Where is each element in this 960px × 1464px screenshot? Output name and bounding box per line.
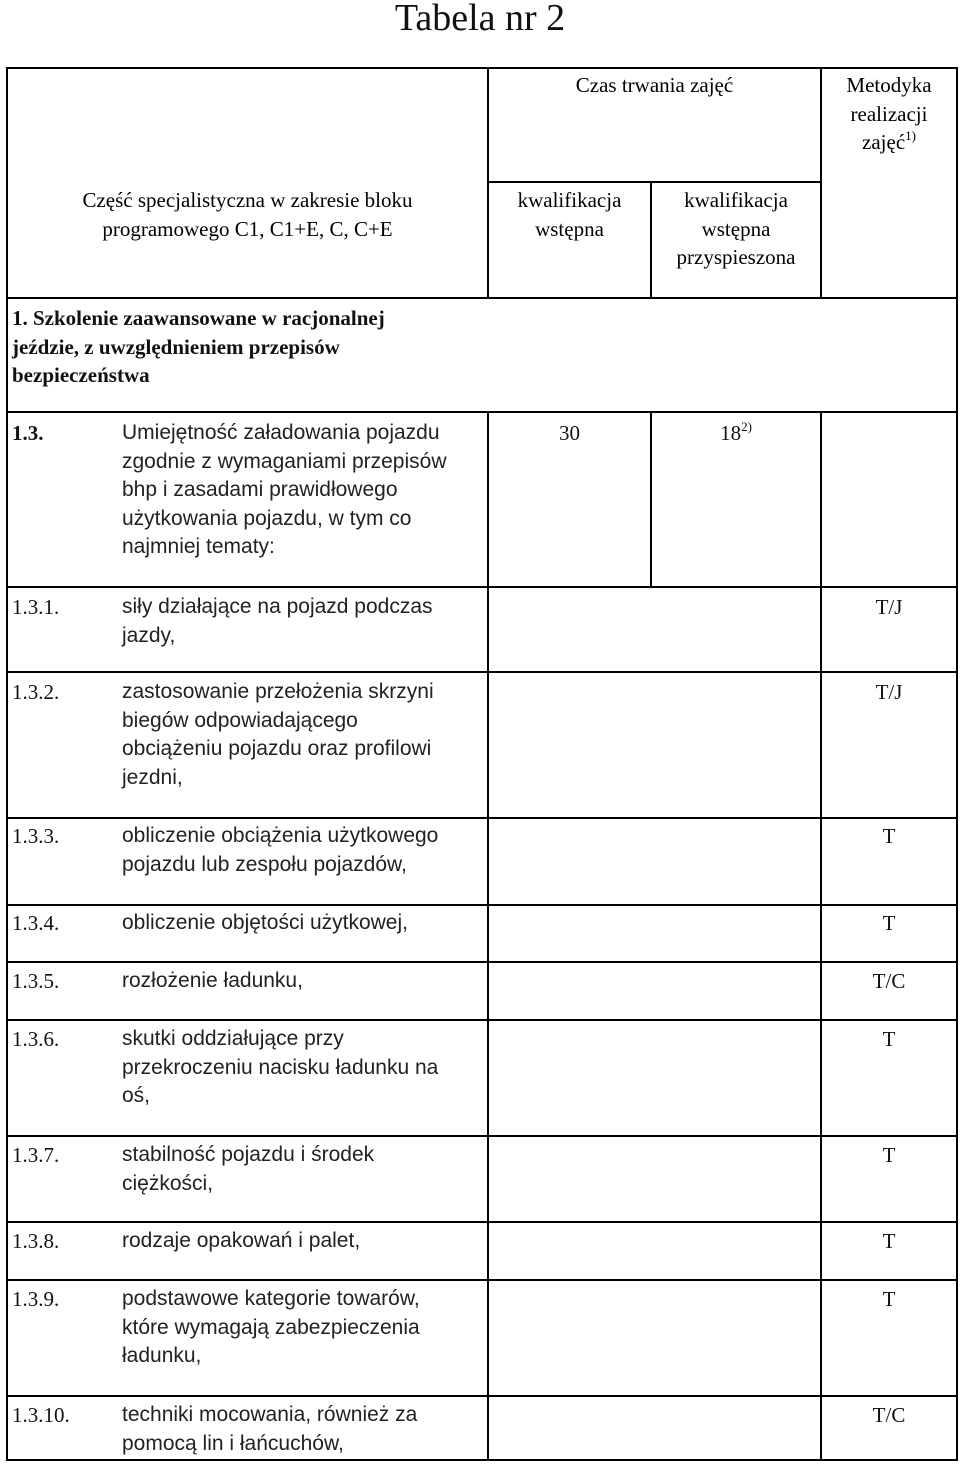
section-bottom-rule: [6, 411, 958, 413]
row-text: [122, 593, 484, 650]
row-rule: [6, 1019, 958, 1021]
topic-bottom-rule: [6, 586, 958, 588]
qualification-accelerated-header: [652, 186, 820, 272]
footnote-marker: 1): [905, 128, 916, 144]
row-text: [122, 1285, 484, 1371]
row-method: T: [882, 1287, 896, 1311]
section-title-line: 1. Szkolenie zaawansowane w racjonalnej: [12, 306, 385, 330]
header-bottom-rule: [6, 297, 958, 299]
table-border-bottom: [6, 1459, 958, 1461]
duration-header: [489, 71, 820, 100]
row-text: [122, 967, 484, 996]
part-header-line: programowego C1, C1+E, C, C+E: [102, 216, 393, 241]
method-header-line: Metodyka: [846, 73, 932, 97]
topic-text-line: zgodnie z wymaganiami przepisów: [122, 449, 447, 473]
row-rule: [6, 1221, 958, 1223]
table-border-top: [6, 67, 958, 69]
row-text: [122, 909, 484, 938]
row-number: 1.3.6.: [12, 1027, 60, 1051]
part-header-line: Część specjalistyczna w zakresie bloku: [82, 188, 413, 212]
row-text-line: przekroczeniu nacisku ładunku na: [122, 1055, 439, 1079]
section-title: [12, 304, 482, 390]
row-text-line: podstawowe kategorie towarów,: [122, 1287, 420, 1310]
section-title-line: jeździe, z uwzględnieniem przepisów: [12, 334, 340, 359]
topic-text-line: bhp i zasadami prawidłowego: [122, 478, 398, 502]
table-border-right: [956, 67, 958, 1461]
row-number: 1.3.9.: [12, 1287, 60, 1311]
row-rule: [6, 1395, 958, 1397]
row-text-line: techniki mocowania, również za: [122, 1403, 418, 1426]
row-method: T/J: [875, 680, 903, 704]
column-rule-hours: [487, 411, 489, 1461]
row-text-line: rodzaje opakowań i palet,: [122, 1229, 361, 1252]
row-text-line: jazdy,: [122, 623, 176, 647]
topic-text-line: użytkowania pojazdu, w tym co: [122, 506, 412, 530]
row-text-line: które wymagają zabezpieczenia: [122, 1315, 420, 1339]
topic-text-line: najmniej tematy:: [122, 535, 275, 559]
row-number: 1.3.7.: [12, 1143, 60, 1167]
row-method: T: [882, 1027, 896, 1051]
row-text-line: obciążeniu pojazdu oraz profilowi: [122, 737, 432, 761]
footnote-marker: 2): [741, 419, 752, 434]
row-text-line: siły działające na pojazd podczas: [122, 595, 433, 618]
row-text-line: pojazdu lub zespołu pojazdów,: [122, 852, 407, 876]
topic-text-line: Umiejętność załadowania pojazdu: [122, 421, 440, 444]
row-method: T/J: [875, 595, 903, 619]
row-number: 1.3.2.: [12, 680, 60, 704]
topic-number: 1.3.: [12, 421, 44, 445]
qualification-initial-line: wstępna: [535, 216, 604, 241]
row-text-line: zastosowanie przełożenia skrzyni: [122, 680, 434, 703]
method-header-line: realizacji: [850, 101, 928, 126]
part-header: [8, 186, 487, 243]
row-number: 1.3.8.: [12, 1229, 60, 1253]
row-text-line: ciężkości,: [122, 1171, 214, 1195]
row-text-line: obliczenie obciążenia użytkowego: [122, 824, 439, 847]
hours-accelerated: [652, 419, 820, 448]
row-text: [122, 678, 484, 792]
row-text-line: jezdni,: [122, 765, 183, 789]
page-title: Tabela nr 2: [394, 0, 566, 39]
header-divider: [488, 181, 821, 183]
row-text-line: ładunku,: [122, 1344, 202, 1368]
row-text: [122, 822, 484, 879]
row-method: T/C: [872, 969, 906, 993]
row-text: [122, 1401, 484, 1458]
row-rule: [6, 1279, 958, 1281]
row-rule: [6, 671, 958, 673]
duration-header-label: Czas trwania zajęć: [575, 73, 734, 97]
hours-accelerated-value: 18: [720, 421, 742, 445]
table-border-left: [6, 67, 8, 1461]
qualification-accelerated-line: wstępna: [701, 216, 771, 241]
qualification-accelerated-line: kwalifikacja: [684, 188, 788, 212]
row-method: T: [882, 911, 896, 935]
column-rule-hours: [487, 67, 489, 299]
row-text-line: oś,: [122, 1084, 151, 1108]
row-number: 1.3.4.: [12, 911, 60, 935]
row-text: [122, 1141, 484, 1198]
row-method: T: [882, 824, 896, 848]
row-rule: [6, 961, 958, 963]
row-number: 1.3.3.: [12, 824, 60, 848]
method-header: [822, 71, 956, 157]
row-method: T/C: [872, 1403, 906, 1427]
qualification-accelerated-line: przyspieszona: [676, 245, 796, 270]
row-text-line: biegów odpowiadającego: [122, 708, 358, 732]
row-number: 1.3.1.: [12, 595, 60, 619]
row-text: [122, 1025, 484, 1111]
qualification-initial-header: [489, 186, 650, 243]
row-text-line: skutki oddziałujące przy: [122, 1027, 344, 1050]
row-text: [122, 1227, 484, 1256]
row-method: T: [882, 1143, 896, 1167]
row-text-line: obliczenie objętości użytkowej,: [122, 911, 408, 934]
method-header-line: zajęć$^{1)}$: [862, 128, 916, 155]
row-number: 1.3.5.: [12, 969, 60, 993]
hours-initial: 30: [559, 421, 580, 445]
row-rule: [6, 817, 958, 819]
row-text-line: pomocą lin i łańcuchów,: [122, 1431, 344, 1455]
row-text-line: stabilność pojazdu i środek: [122, 1143, 375, 1166]
topic-text: [122, 419, 484, 562]
row-rule: [6, 904, 958, 906]
section-title-line: bezpieczeństwa: [12, 363, 150, 388]
row-number: 1.3.10.: [12, 1403, 70, 1427]
qualification-initial-line: kwalifikacja: [517, 188, 622, 212]
row-rule: [6, 1135, 958, 1137]
row-method: T: [882, 1229, 896, 1253]
row-text-line: rozłożenie ładunku,: [122, 969, 303, 992]
